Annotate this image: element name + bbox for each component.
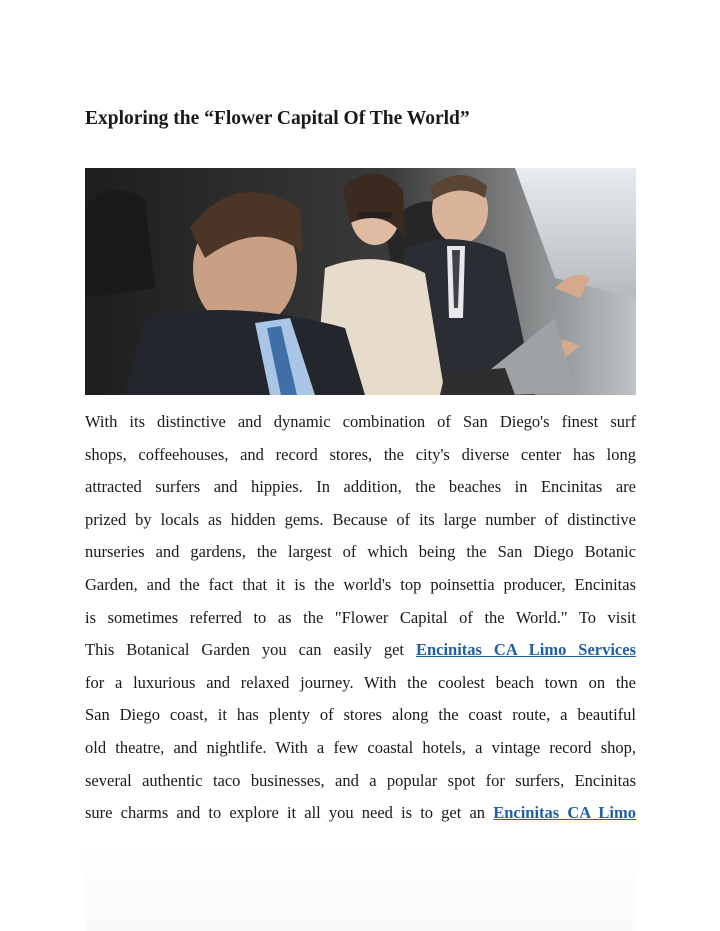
body-line: prized by locals as hidden gems. Because of its large number of distinctive <box>85 509 636 529</box>
body-line: nurseries and gardens, the largest of which being the San Diego Botanic <box>85 542 636 562</box>
limo-services-link[interactable]: Encinitas CA Limo <box>493 803 636 823</box>
body-line-text: This Botanical Garden you can easily get <box>85 640 416 660</box>
article-photo <box>85 168 636 395</box>
body-line <box>85 634 636 667</box>
body-line: attracted surfers and hippies. In addition, the beaches in Encinitas are <box>85 477 636 497</box>
page-background-fade <box>85 840 636 931</box>
body-line: is sometimes referred to as the "Flower Capital of the World." To visit <box>85 607 636 627</box>
body-line: for a luxurious and relaxed journey. With the coolest beach town on the <box>85 672 636 692</box>
page-title: Exploring the “Flower Capital Of The World” <box>85 108 470 129</box>
body-line: Garden, and the fact that it is the world's top poinsettia producer, Encinitas <box>85 574 636 594</box>
photo-illustration <box>85 168 636 395</box>
body-line-text: sure charms and to explore it all you need is to get an <box>85 803 494 823</box>
body-line: San Diego coast, it has plenty of stores along the coast route, a beautiful <box>85 705 636 725</box>
body-line <box>85 797 636 830</box>
body-line: shops, coffeehouses, and record stores, the city's diverse center has long <box>85 444 636 464</box>
limo-services-link[interactable]: Encinitas CA Limo Services <box>415 640 636 660</box>
body-line: old theatre, and nightlife. With a few coastal hotels, a vintage record shop, <box>85 737 636 757</box>
body-line: several authentic taco businesses, and a popular spot for surfers, Encinitas <box>85 770 636 790</box>
article-body <box>85 406 636 830</box>
body-line: With its distinctive and dynamic combination of San Diego's finest surf <box>85 412 636 431</box>
